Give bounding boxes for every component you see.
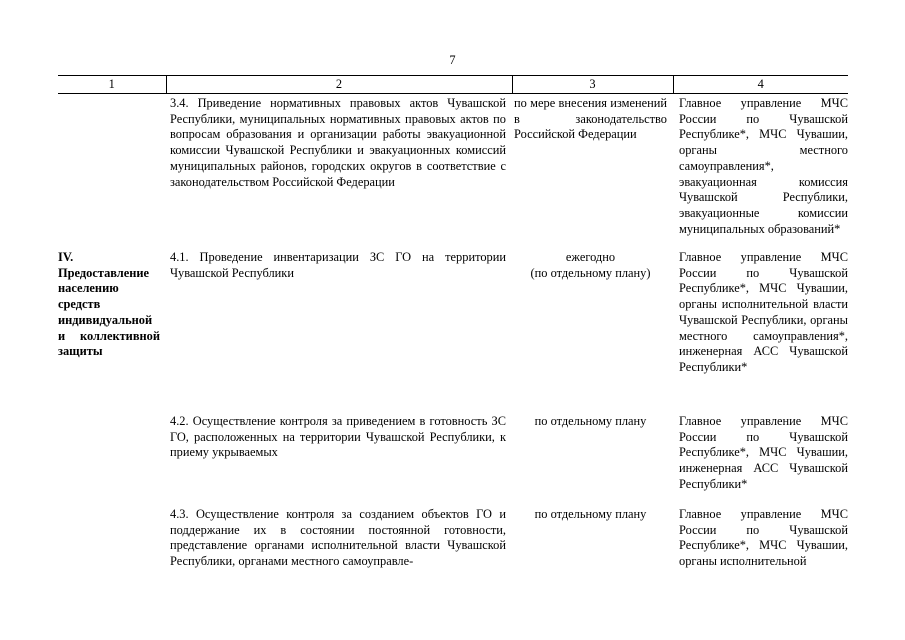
table-row (58, 414, 848, 507)
executors-cell: Главное управление МЧС России по Чувашской Республике*, МЧС Чувашии, инженерная АСС Чувашской Республики* (679, 414, 848, 491)
column-header-4: 4 (673, 76, 848, 94)
section-cell (58, 507, 166, 570)
measure-cell: 4.1. Проведение инвентаризации ЗС ГО на территории Чувашской Республики (170, 250, 506, 280)
deadline-cell: по отдельному плану (534, 414, 647, 428)
executors-cell: Главное управление МЧС России по Чувашской Республике*, МЧС Чувашии, органы местного самоуправления*, эвакуационная комиссия Чувашской Республики, эвакуационные комиссии муниципальных образований* (679, 96, 848, 236)
column-header-1: 1 (58, 76, 166, 94)
deadline-cell: по мере внесения изменений в законодательство Российской Федерации (514, 96, 667, 142)
section-cell (58, 414, 166, 507)
measure-cell: 3.4. Приведение нормативных правовых актов Чувашской Республики, муниципальных нормативных правовых актов по вопросам образования и организации работы эвакуационной комиссии Чувашской Республики и эвакуационных комиссий муниципальных районов, городских округов в соответствие с законодательством Российской Федерации (170, 96, 506, 189)
table-row (58, 250, 848, 414)
executors-cell: Главное управление МЧС России по Чувашской Республике*, МЧС Чувашии, органы исполнительной (679, 507, 848, 569)
page-number: 7 (449, 53, 456, 67)
measure-cell: 4.3. Осуществление контроля за созданием объектов ГО и поддержание их в состоянии постоянной готовности, представление органами исполнительной власти Чувашской Республики, органами местного самоуправле- (170, 507, 506, 569)
section-cell: IV. Предоставление населению средств индивидуальной и коллективной защиты (58, 250, 160, 359)
column-header-2: 2 (166, 76, 512, 94)
deadline-cell: по отдельному плану (534, 507, 647, 521)
table-row (58, 507, 848, 570)
section-cell (58, 94, 166, 251)
executors-cell: Главное управление МЧС России по Чувашской Республике*, МЧС Чувашии, органы исполнительной власти Чувашской Республики, органы местного самоуправления*, инженерная АСС Чувашской Республики* (679, 250, 848, 374)
measures-table (58, 75, 848, 570)
table-header-row (58, 76, 848, 94)
deadline-cell: ежегодно (по отдельному плану) (530, 250, 651, 280)
column-header-3: 3 (512, 76, 673, 94)
measure-cell: 4.2. Осуществление контроля за приведением в готовность ЗС ГО, расположенных на территории Чувашской Республики, к приему укрываемых (170, 414, 506, 460)
table-row (58, 94, 848, 251)
